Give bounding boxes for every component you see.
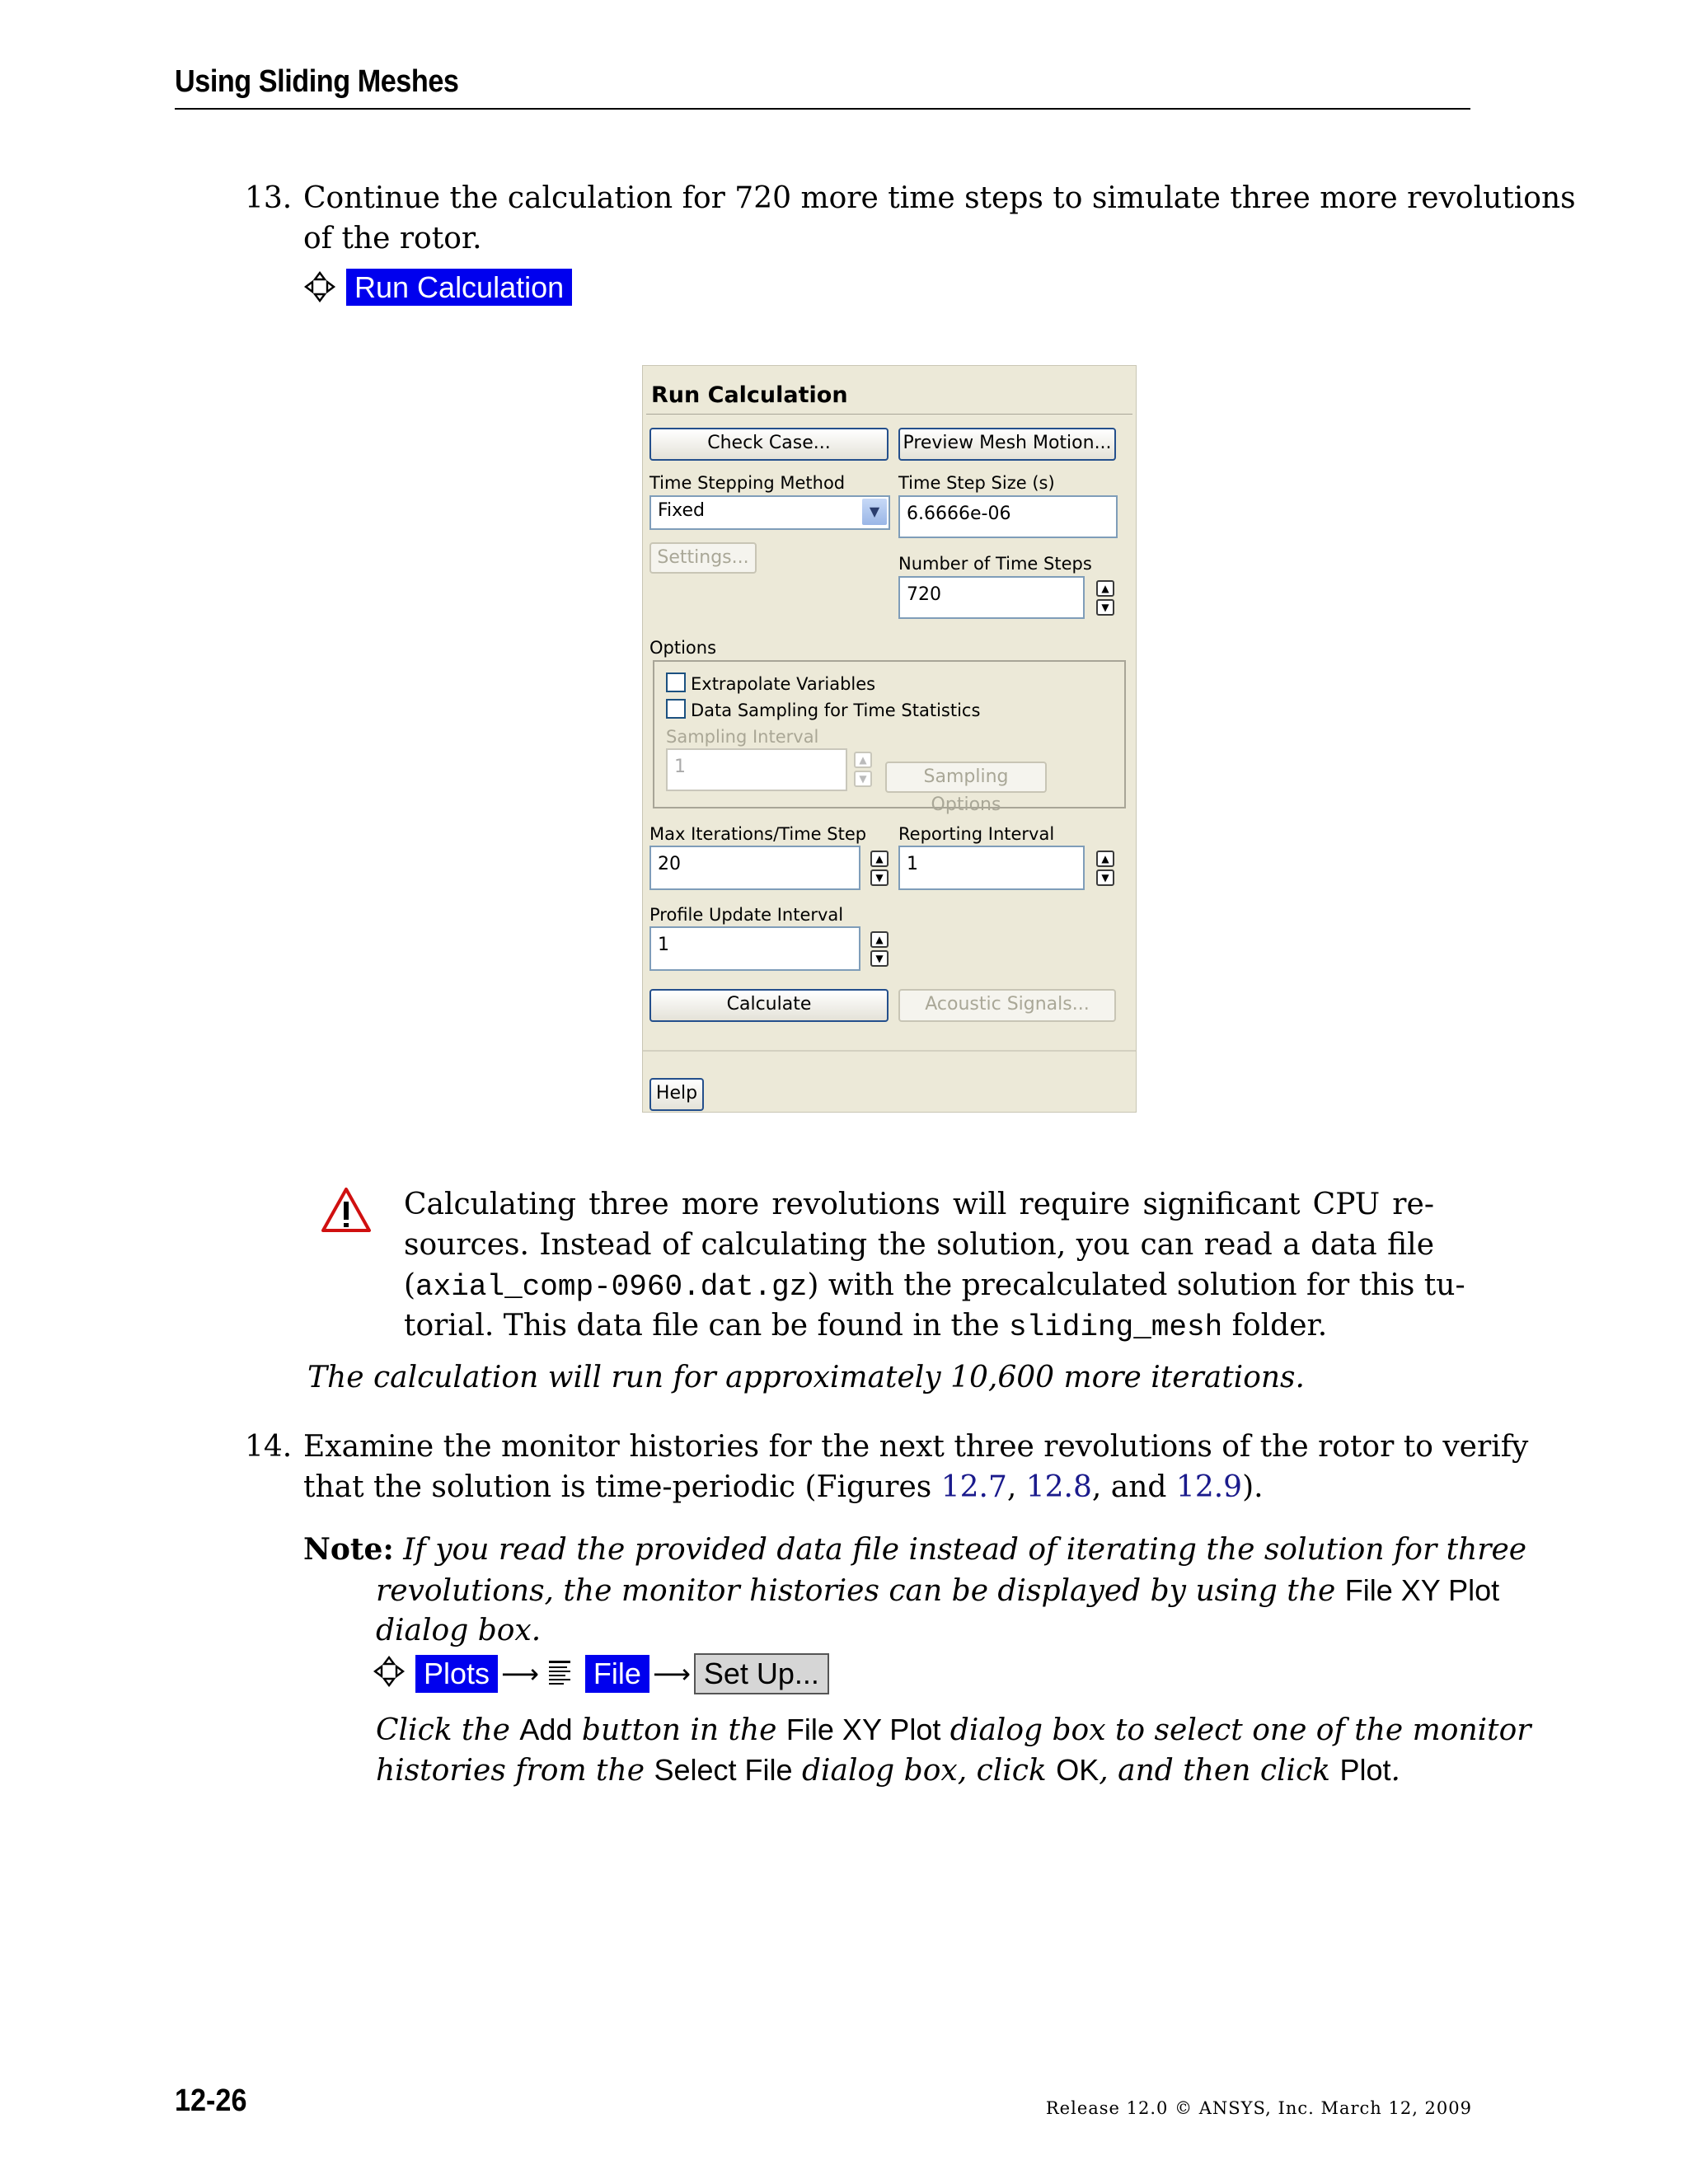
spin-up-icon[interactable]: ▲ xyxy=(870,851,889,867)
preview-mesh-motion-button[interactable]: Preview Mesh Motion... xyxy=(898,428,1116,461)
settings-button[interactable]: Settings... xyxy=(649,542,757,574)
text: button in the xyxy=(572,1713,786,1747)
profile-update-interval-input[interactable]: 1 xyxy=(649,926,860,971)
max-iterations-input[interactable]: 20 xyxy=(649,846,860,890)
step-14-line-2-end: ). xyxy=(1242,1470,1264,1504)
plots-file-setup-nav xyxy=(415,1653,829,1694)
time-stepping-method-select[interactable] xyxy=(649,495,890,530)
extrapolate-variables-checkbox[interactable] xyxy=(666,673,686,692)
warning-line-3-rest: ) with the precalculated solution for this tu- xyxy=(807,1268,1465,1302)
acoustic-signals-button[interactable]: Acoustic Signals... xyxy=(898,989,1116,1022)
calculate-button[interactable]: Calculate xyxy=(649,989,889,1022)
plots-nav-link[interactable]: Plots xyxy=(415,1655,498,1693)
note-line-2 xyxy=(376,1570,1499,1611)
max-iterations-label: Max Iterations/Time Step xyxy=(649,824,867,844)
spin-down-icon[interactable]: ▼ xyxy=(1096,599,1114,616)
note-label: Note: xyxy=(303,1532,394,1567)
footer-release: Release 12.0 © ANSYS, Inc. March 12, 2009 xyxy=(1045,2098,1472,2118)
spin-down-icon[interactable]: ▼ xyxy=(870,869,889,886)
options-label: Options xyxy=(649,638,717,658)
dialog-footer-divider xyxy=(643,1050,1136,1052)
page-number: 12-26 xyxy=(175,2083,247,2118)
click-instructions-line-1 xyxy=(376,1709,1531,1750)
plot-term: Plot xyxy=(1339,1753,1391,1787)
dialog-title: Run Calculation xyxy=(651,382,848,408)
spin-up-icon[interactable]: ▲ xyxy=(854,752,872,768)
text: . xyxy=(1390,1754,1400,1788)
number-of-time-steps-spinner[interactable] xyxy=(1096,580,1114,616)
step-14-line-1: Examine the monitor histories for the next three revolutions of the rotor to verify xyxy=(303,1430,1529,1464)
note-line-1 xyxy=(303,1530,1526,1570)
step-14-number: 14. xyxy=(245,1430,293,1464)
spin-up-icon[interactable]: ▲ xyxy=(870,931,889,948)
spin-up-icon[interactable]: ▲ xyxy=(1096,580,1114,597)
run-calculation-dialog xyxy=(642,365,1137,1113)
help-button[interactable]: Help xyxy=(649,1078,704,1111)
file-xy-plot-term: File XY Plot xyxy=(1344,1573,1500,1607)
figure-12-7-link[interactable]: 12.7 xyxy=(940,1470,1007,1504)
note-line-3: dialog box. xyxy=(376,1614,542,1647)
iterations-note: The calculation will run for approximately 10,600 more iterations. xyxy=(307,1361,1305,1394)
separator: , and xyxy=(1091,1470,1176,1504)
running-head: Using Sliding Meshes xyxy=(175,64,459,99)
file-nav-link[interactable]: File xyxy=(585,1655,649,1693)
warning-line-4 xyxy=(404,1305,1327,1347)
select-file-term: Select File xyxy=(654,1753,793,1787)
max-iterations-spinner[interactable] xyxy=(870,851,889,887)
reporting-interval-label: Reporting Interval xyxy=(898,824,1055,844)
sampling-options-button[interactable]: Sampling Options xyxy=(885,762,1047,793)
step-14-line-2-start: that the solution is time-periodic (Figures xyxy=(303,1470,941,1504)
run-calculation-nav-label: Run Calculation xyxy=(346,269,572,306)
run-calculation-nav-link[interactable] xyxy=(346,270,572,305)
dialog-title-divider xyxy=(646,414,1132,415)
separator: , xyxy=(1006,1470,1026,1504)
data-filename: axial_comp-0960.dat.gz xyxy=(415,1270,808,1304)
text: , and then click xyxy=(1099,1754,1340,1788)
data-sampling-checkbox[interactable] xyxy=(666,699,686,719)
move-arrows-icon xyxy=(303,270,336,303)
check-case-button[interactable]: Check Case... xyxy=(649,428,889,461)
file-xy-plot-term: File XY Plot xyxy=(785,1713,941,1746)
note-line-1-text: If you read the provided data file instead of iterating the solution for three xyxy=(403,1533,1527,1567)
reporting-interval-spinner[interactable] xyxy=(1096,851,1114,887)
spin-up-icon[interactable]: ▲ xyxy=(1096,851,1114,867)
step-13-line-2: of the rotor. xyxy=(303,222,482,255)
warning-line-4-end: folder. xyxy=(1222,1309,1328,1343)
text: Click the xyxy=(376,1713,520,1747)
sampling-interval-label: Sampling Interval xyxy=(666,727,819,747)
time-step-size-label: Time Step Size (s) xyxy=(898,473,1055,493)
add-term: Add xyxy=(519,1713,573,1746)
arrow-right-icon: ⟶ xyxy=(652,1658,691,1690)
menu-list-icon xyxy=(547,1659,575,1689)
click-instructions-line-2 xyxy=(376,1750,1400,1791)
step-13-number: 13. xyxy=(245,181,293,215)
warning-line-4-start: torial. This data file can be found in the xyxy=(404,1309,1009,1343)
text: dialog box to select one of the monitor xyxy=(940,1713,1531,1747)
warning-line-3 xyxy=(404,1265,1465,1307)
step-13-line-1: Continue the calculation for 720 more time steps to simulate three more revolutions xyxy=(303,181,1576,215)
reporting-interval-input[interactable]: 1 xyxy=(898,846,1085,890)
chevron-down-icon: ▼ xyxy=(862,499,887,525)
warning-line-1: Calculating three more revolutions will require significant CPU re- xyxy=(404,1188,1434,1221)
warning-triangle-icon xyxy=(320,1185,373,1235)
profile-update-interval-label: Profile Update Interval xyxy=(649,905,844,925)
time-step-size-input[interactable]: 6.6666e-06 xyxy=(898,495,1118,538)
time-stepping-method-value: Fixed xyxy=(658,500,706,521)
sampling-interval-spinner[interactable] xyxy=(854,752,872,788)
spin-down-icon[interactable]: ▼ xyxy=(870,950,889,967)
text: histories from the xyxy=(376,1754,654,1788)
data-sampling-label: Data Sampling for Time Statistics xyxy=(691,701,981,720)
spin-down-icon[interactable]: ▼ xyxy=(1096,869,1114,886)
sampling-interval-input[interactable]: 1 xyxy=(666,748,847,791)
ok-term: OK xyxy=(1056,1753,1100,1787)
note-line-2-start: revolutions, the monitor histories can be displayed by using the xyxy=(376,1574,1345,1608)
warning-line-2: sources. Instead of calculating the solution, you can read a data file xyxy=(404,1228,1434,1262)
paren-open: ( xyxy=(404,1268,416,1302)
number-of-time-steps-label: Number of Time Steps xyxy=(898,554,1092,574)
header-rule xyxy=(175,108,1470,110)
spin-down-icon[interactable]: ▼ xyxy=(854,771,872,787)
text: dialog box, click xyxy=(792,1754,1057,1788)
profile-update-interval-spinner[interactable] xyxy=(870,931,889,968)
arrow-right-icon: ⟶ xyxy=(501,1658,539,1690)
set-up-nav-link[interactable]: Set Up... xyxy=(694,1653,829,1694)
folder-name: sliding_mesh xyxy=(1008,1310,1223,1344)
figure-12-9-link[interactable]: 12.9 xyxy=(1175,1470,1243,1504)
step-14-line-2 xyxy=(303,1467,1264,1507)
time-stepping-method-label: Time Stepping Method xyxy=(649,473,846,493)
number-of-time-steps-input[interactable]: 720 xyxy=(898,576,1085,619)
figure-12-8-link[interactable]: 12.8 xyxy=(1025,1470,1092,1504)
extrapolate-variables-label: Extrapolate Variables xyxy=(691,674,876,694)
move-arrows-icon xyxy=(373,1655,406,1688)
